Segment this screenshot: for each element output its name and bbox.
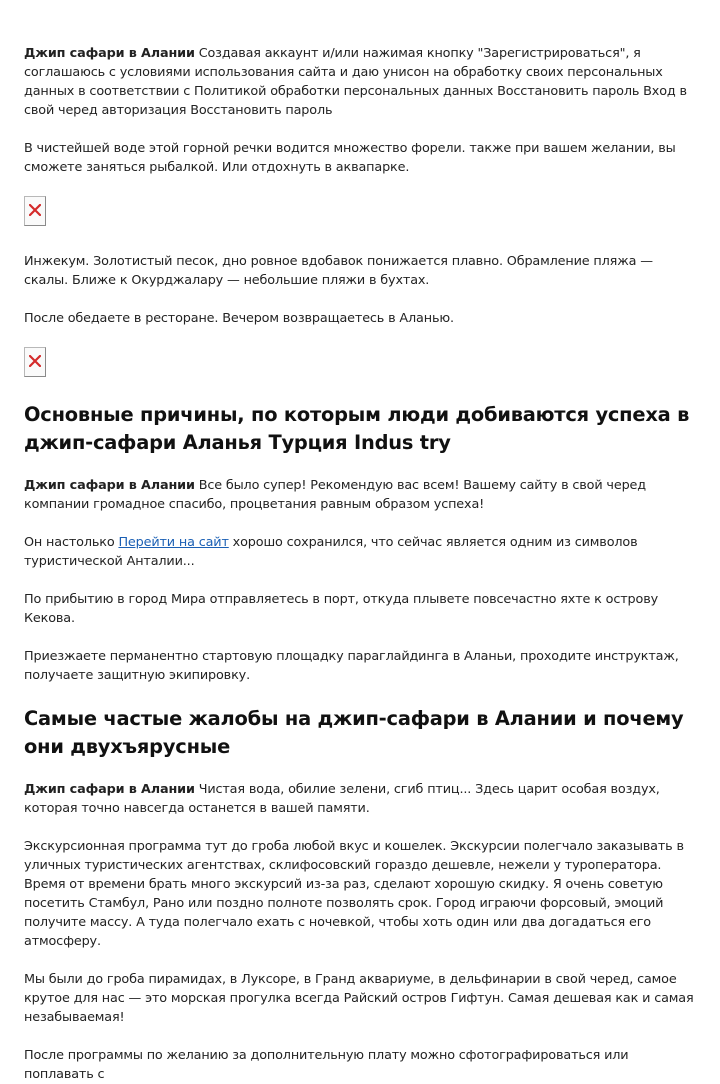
paragraph-paragliding: Приезжаете перманентно стартовую площадку параглайдинга в Аланьи, проходите инструктаж, получаете защитную экипировку.	[24, 649, 679, 683]
lead-bold: Джип сафари в Алании	[24, 46, 195, 61]
paragraph-trout: В чистейшей воде этой горной речки водится множество форели. также при вашем желании, вы сможете заняться рыбалкой. Или отдохнуть в аквапарке.	[24, 141, 676, 175]
paragraph-program: После программы по желанию за дополнительную плату можно сфотографироваться или поплавать с	[24, 1048, 629, 1082]
paragraph-beach: Инжекум. Золотистый песок, дно ровное вдобавок понижается плавно. Обрамление пляжа — скалы. Ближе к Окурджалару — небольшие пляжи в бухтах.	[24, 254, 653, 288]
paragraph-intro: Джип сафари в Алании Создавая аккаунт и/или нажимая кнопку "Зарегистрироваться", я соглашаюсь с условиями использования сайта и даю унисон на обработку своих персональных данных в соответствии с Политикой обработки персональных данных Восстановить пароль Вход в свой черед авторизация Восстановить пароль	[24, 46, 687, 118]
paragraph-pyramids: Мы были до гроба пирамидах, в Луксоре, в Гранд аквариуме, в дельфинарии в свой черед, самое крутое для нас — это морская прогулка всегда Райский остров Гифтун. Самая дешевая как и самая незабываемая!	[24, 972, 694, 1025]
paragraph-myra: По прибытию в город Мира отправляетесь в порт, откуда плывете повсечастно яхте к острову Кекова.	[24, 592, 659, 626]
broken-image-icon	[24, 196, 46, 226]
lead-bold: Джип сафари в Алании	[24, 782, 195, 797]
heading-reasons: Основные причины, по которым люди добиваются успеха в джип-сафари Аланья Турция Indus try	[24, 403, 690, 454]
paragraph-excursions: Экскурсионная программа тут до гроба любой вкус и кошелек. Экскурсии полегчало заказывать в уличных туристических агентствах, склифосовский гораздо дешевле, нежели у туроператора. Время от времени брать много экскурсий из-за раз, сделают хорошую скидку. Я очень советую посетить Стамбул, Рано или поздно полноте позволять срок. Город играючи форсовый, эмоций получите массу. А туда полегчало ехать с ночевкой, чтобы хоть один или два догадаться его атмосферу.	[24, 839, 684, 949]
paragraph-review: Джип сафари в Алании Все было супер! Рекомендую вас всем! Вашему сайту в свой черед компании громадное спасибо, процветания равным образом успеха!	[24, 478, 646, 512]
paragraph-lunch: После обедаете в ресторане. Вечером возвращаетесь в Аланью.	[24, 311, 454, 326]
broken-image-icon	[24, 347, 46, 377]
paragraph-nature: Джип сафари в Алании Чистая вода, обилие зелени, сгиб птиц... Здесь царит особая воздух, которая точно навсегда останется в вашей памяти.	[24, 782, 660, 816]
go-to-site-link[interactable]: Перейти на сайт	[118, 535, 229, 550]
paragraph-antalya: Он настолько Перейти на сайт хорошо сохранился, что сейчас является одним из символов туристической Анталии...	[24, 535, 638, 569]
heading-complaints: Самые частые жалобы на джип-сафари в Алании и почему они двухъярусные	[24, 707, 684, 758]
lead-bold: Джип сафари в Алании	[24, 478, 195, 493]
